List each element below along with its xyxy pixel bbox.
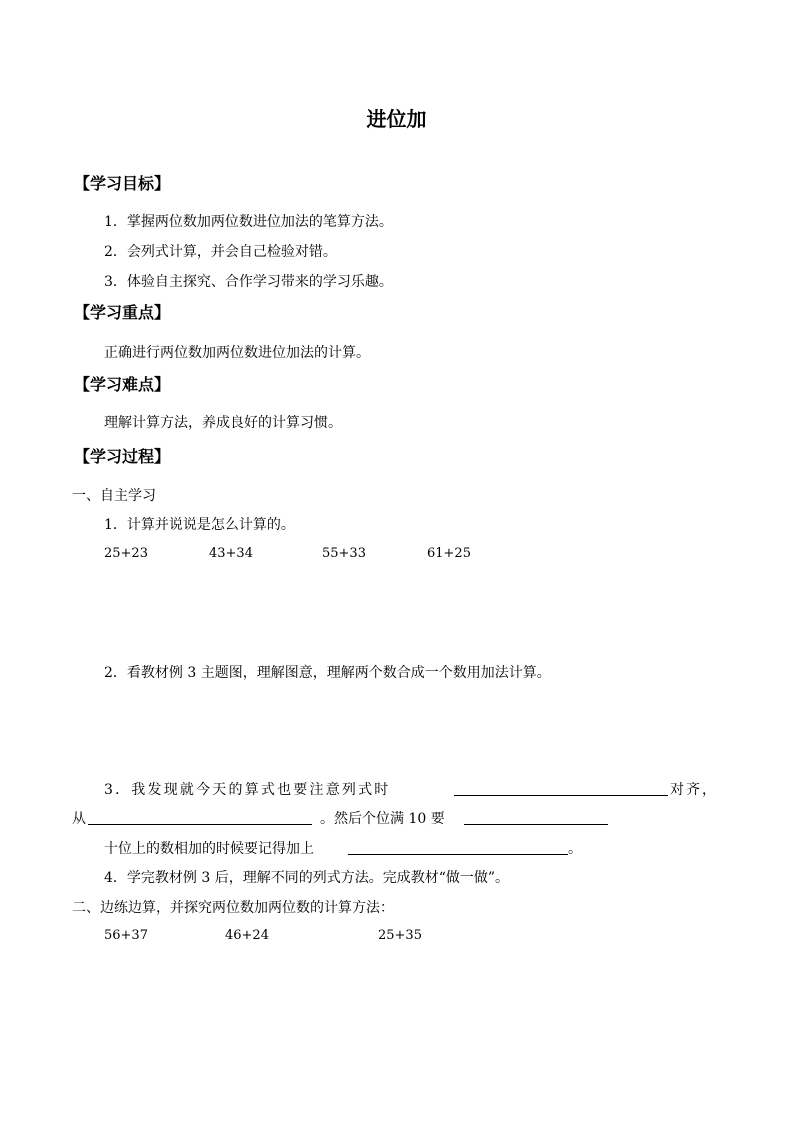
difficulties-text: 理解计算方法，养成良好的计算习惯。 — [104, 415, 342, 431]
answer-blank-1[interactable] — [454, 781, 668, 796]
answer-blank-3[interactable] — [464, 810, 608, 825]
expression: 46+24 — [225, 928, 269, 943]
question-1: 1．计算并说说是怎么计算的。 — [104, 517, 295, 533]
section1-title: 一、自主学习 — [72, 488, 156, 504]
expression: 61+25 — [427, 546, 471, 561]
expression: 43+34 — [209, 546, 253, 561]
question-3-part6: 。 — [568, 841, 582, 857]
question-2: 2．看教材例 3 主题图，理解图意，理解两个数合成一个数用加法计算。 — [104, 665, 551, 681]
goal-item: 3．体验自主探究、合作学习带来的学习乐趣。 — [104, 274, 393, 290]
key-points-text: 正确进行两位数加两位数进位加法的计算。 — [104, 345, 370, 361]
expression: 56+37 — [104, 928, 148, 943]
answer-blank-2[interactable] — [88, 810, 312, 825]
expression: 25+23 — [104, 546, 148, 561]
question-3-part5: 十位上的数相加的时候要记得加上 — [104, 841, 314, 857]
goal-item: 1．掌握两位数加两位数进位加法的笔算方法。 — [104, 214, 393, 230]
goal-item: 2．会列式计算，并会自己检验对错。 — [104, 244, 337, 260]
answer-blank-4[interactable] — [348, 840, 568, 855]
question-3-part3: 从 — [72, 811, 86, 827]
key-points-heading: 【学习重点】 — [74, 303, 171, 322]
question-3-part4: 。然后个位满 10 要 — [320, 811, 445, 827]
goals-heading: 【学习目标】 — [74, 174, 171, 193]
question-3-part1: 3．我发现就今天的算式也要注意列式时 — [104, 782, 391, 798]
difficulties-heading: 【学习难点】 — [74, 375, 171, 394]
section2-title: 二、边练边算，并探究两位数加两位数的计算方法： — [72, 900, 394, 916]
page-title: 进位加 — [366, 107, 427, 131]
expression: 55+33 — [322, 546, 366, 561]
question-3-part2: 对齐， — [670, 782, 718, 798]
expression: 25+35 — [378, 928, 422, 943]
process-heading: 【学习过程】 — [74, 447, 171, 466]
question-4: 4．学完教材例 3 后，理解不同的列式方法。完成教材“做一做”。 — [104, 870, 510, 886]
